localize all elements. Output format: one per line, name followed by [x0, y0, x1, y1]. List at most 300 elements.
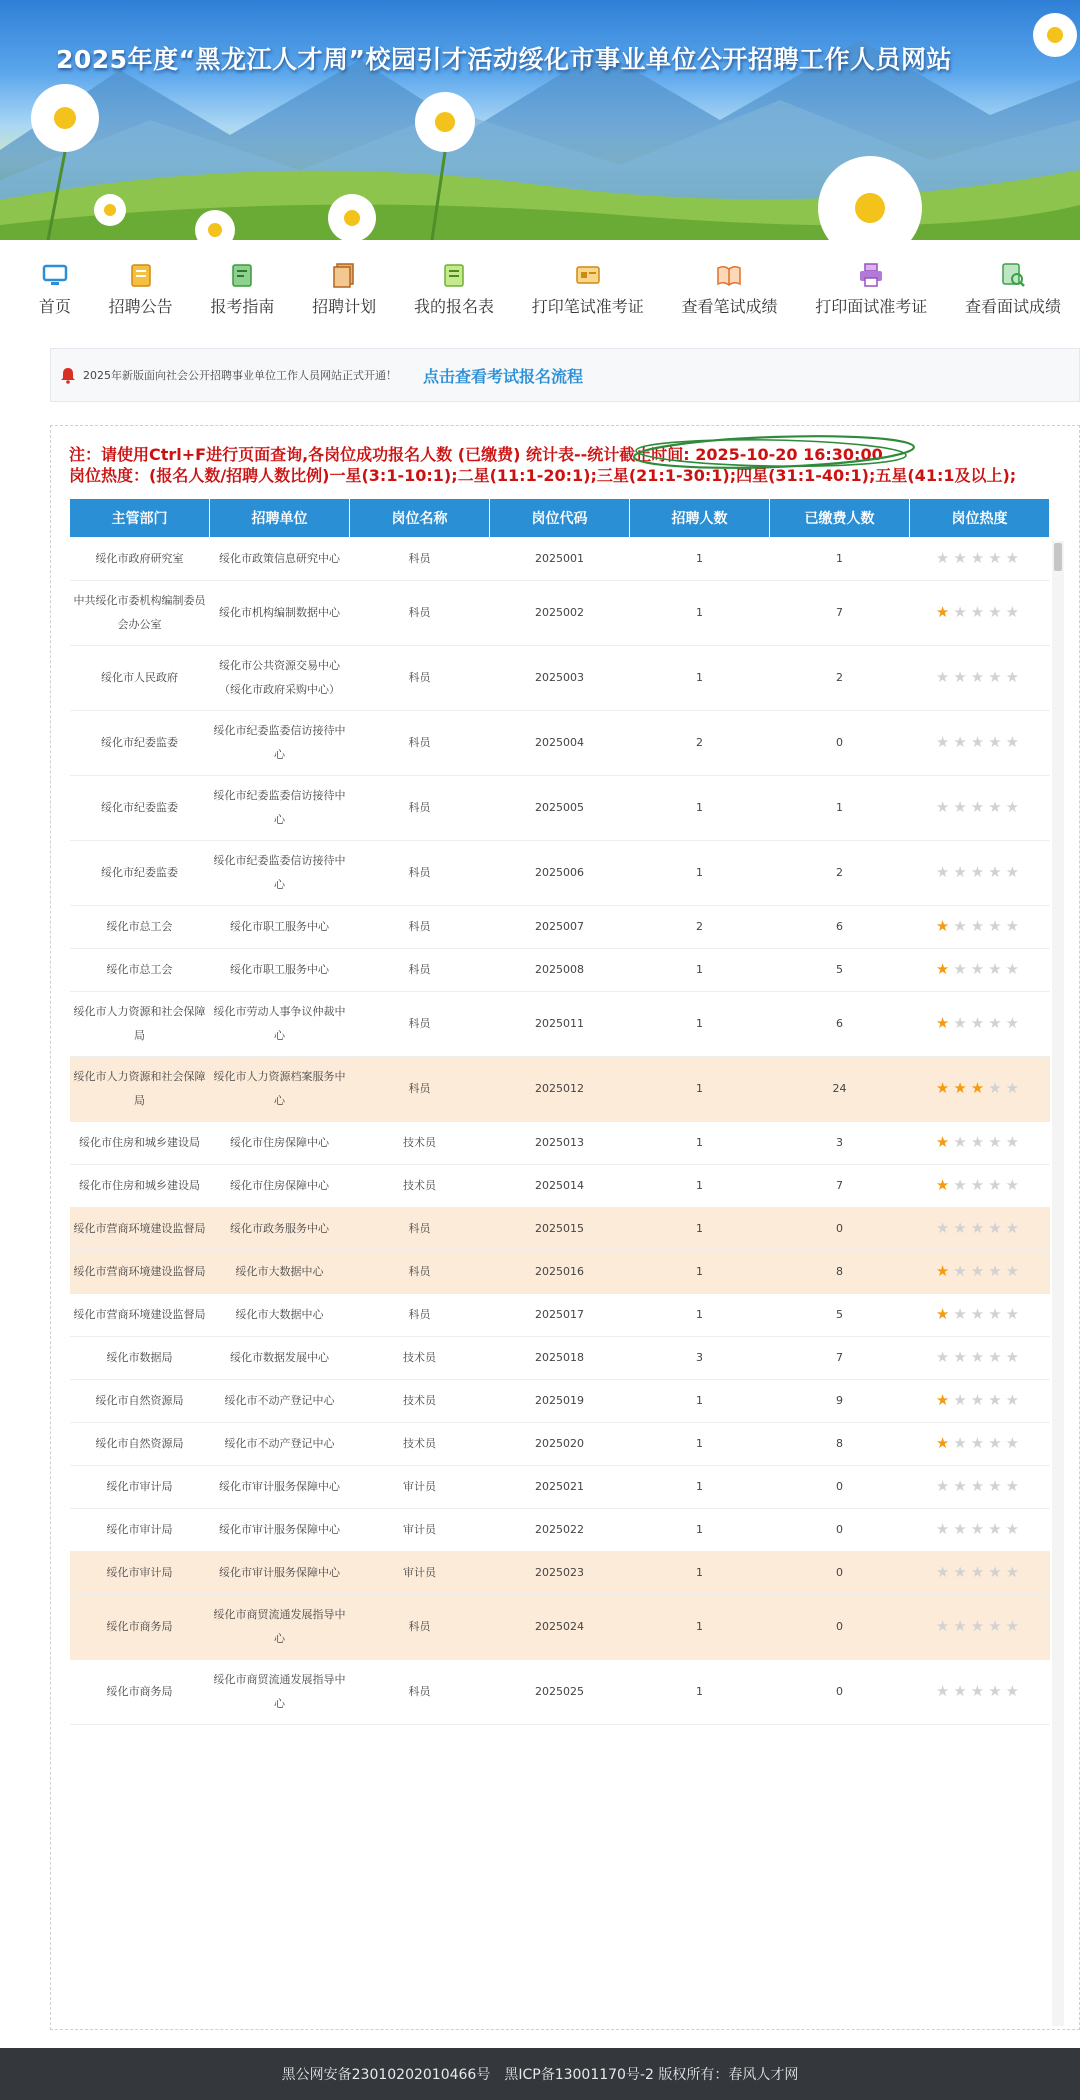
star-filled-icon: ★ [935, 1079, 954, 1097]
hire-count-cell: 1 [630, 581, 770, 646]
post-cell: 科员 [350, 906, 490, 949]
dept-cell: 绥化市总工会 [70, 949, 210, 992]
code-cell: 2025002 [490, 581, 630, 646]
post-cell: 科员 [350, 776, 490, 841]
hire-count-cell: 1 [630, 992, 770, 1057]
landscape-illustration [0, 0, 1080, 240]
star-empty-icon: ★ [988, 1133, 1006, 1151]
heat-rating-cell [910, 1595, 1050, 1660]
hire-count-cell: 1 [630, 1423, 770, 1466]
star-filled-icon: ★ [935, 1014, 954, 1032]
star-empty-icon: ★ [970, 1617, 989, 1635]
table-row [70, 992, 1050, 1057]
applicant-stats-table [69, 498, 1050, 1725]
table-row [70, 1208, 1050, 1251]
unit-cell: 绥化市不动产登记中心 [210, 1380, 350, 1423]
star-empty-icon: ★ [935, 798, 954, 816]
nav-item-home[interactable]: 首页 [39, 262, 71, 317]
star-empty-icon: ★ [988, 1434, 1006, 1452]
code-cell: 2025023 [490, 1552, 630, 1595]
star-empty-icon: ★ [935, 733, 954, 751]
nav-item-guide[interactable]: 报考指南 [210, 262, 274, 317]
column-header: 招聘人数 [630, 499, 770, 538]
table-body [70, 538, 1050, 1725]
heat-rating-cell [910, 1294, 1050, 1337]
column-header: 岗位名称 [350, 499, 490, 538]
unit-cell: 绥化市政务服务中心 [210, 1208, 350, 1251]
unit-cell: 绥化市纪委监委信访接待中心 [210, 711, 350, 776]
star-empty-icon: ★ [953, 1262, 971, 1280]
star-empty-icon: ★ [988, 1014, 1006, 1032]
star-empty-icon: ★ [988, 1682, 1006, 1700]
post-cell: 科员 [350, 646, 490, 711]
table-row [70, 1509, 1050, 1552]
unit-cell: 绥化市商贸流通发展指导中心 [210, 1595, 350, 1660]
post-cell: 科员 [350, 581, 490, 646]
star-rating [936, 1474, 1023, 1498]
table-row [70, 646, 1050, 711]
post-cell: 技术员 [350, 1165, 490, 1208]
column-header: 岗位代码 [490, 499, 630, 538]
star-empty-icon: ★ [988, 1617, 1006, 1635]
star-empty-icon: ★ [935, 668, 954, 686]
table-row [70, 711, 1050, 776]
star-filled-icon: ★ [953, 1079, 971, 1097]
dept-cell: 绥化市人力资源和社会保障局 [70, 992, 210, 1057]
scrollbar-thumb[interactable] [1054, 543, 1062, 571]
paid-count-cell: 0 [770, 1509, 910, 1552]
nav-item-print-interview-admission[interactable]: 打印面试准考证 [815, 262, 927, 317]
dept-cell: 绥化市审计局 [70, 1552, 210, 1595]
site-title: 2025年度“黑龙江人才周”校园引才活动绥化市事业单位公开招聘工作人员网站 [56, 45, 952, 74]
unit-cell: 绥化市审计服务保障中心 [210, 1509, 350, 1552]
dept-cell: 绥化市总工会 [70, 906, 210, 949]
paid-count-cell: 5 [770, 949, 910, 992]
heat-rating-cell [910, 711, 1050, 776]
star-empty-icon: ★ [1005, 1176, 1024, 1194]
heat-rating-cell [910, 906, 1050, 949]
unit-cell: 绥化市纪委监委信访接待中心 [210, 841, 350, 906]
code-cell: 2025001 [490, 538, 630, 581]
star-filled-icon: ★ [935, 1391, 954, 1409]
heat-rating-cell [910, 949, 1050, 992]
hire-count-cell: 1 [630, 1466, 770, 1509]
star-empty-icon: ★ [935, 549, 954, 567]
code-cell: 2025013 [490, 1122, 630, 1165]
star-empty-icon: ★ [1005, 668, 1024, 686]
paid-count-cell: 7 [770, 1337, 910, 1380]
heat-rating-cell [910, 1165, 1050, 1208]
dept-cell: 绥化市人力资源和社会保障局 [70, 1057, 210, 1122]
code-cell: 2025012 [490, 1057, 630, 1122]
table-row [70, 581, 1050, 646]
announcement-icon [128, 262, 154, 288]
star-rating [936, 1011, 1023, 1035]
paid-count-cell: 7 [770, 581, 910, 646]
star-empty-icon: ★ [953, 798, 971, 816]
daisy-flower-icon [94, 194, 126, 226]
star-empty-icon: ★ [953, 1176, 971, 1194]
unit-cell: 绥化市住房保障中心 [210, 1165, 350, 1208]
star-rating [936, 1388, 1023, 1412]
star-empty-icon: ★ [988, 1079, 1006, 1097]
star-empty-icon: ★ [953, 863, 971, 881]
star-empty-icon: ★ [970, 1520, 989, 1538]
unit-cell: 绥化市审计服务保障中心 [210, 1552, 350, 1595]
hire-count-cell: 1 [630, 1380, 770, 1423]
table-scrollbar[interactable] [1052, 541, 1064, 2026]
code-cell: 2025025 [490, 1660, 630, 1725]
heat-rating-cell [910, 646, 1050, 711]
admission-card-icon [575, 262, 601, 288]
code-cell: 2025024 [490, 1595, 630, 1660]
star-empty-icon: ★ [970, 1348, 989, 1366]
star-empty-icon: ★ [935, 1520, 954, 1538]
unit-cell: 绥化市公共资源交易中心（绥化市政府采购中心） [210, 646, 350, 711]
star-empty-icon: ★ [953, 1391, 971, 1409]
post-cell: 科员 [350, 1294, 490, 1337]
heat-legend-note: 岗位热度：(报名人数/招聘人数比例)一星(3:1-10:1);二星(11:1-20:1);三星(21:1-30:1);四星(31:1-40:1);五星(41:1及以上); [69, 466, 1017, 485]
star-empty-icon: ★ [970, 549, 989, 567]
star-empty-icon: ★ [1005, 960, 1024, 978]
code-cell: 2025015 [490, 1208, 630, 1251]
plan-icon [331, 262, 357, 288]
star-empty-icon: ★ [1005, 1682, 1024, 1700]
star-empty-icon: ★ [988, 603, 1006, 621]
nav-item-written-score[interactable]: 查看笔试成绩 [681, 262, 777, 317]
hire-count-cell: 1 [630, 1251, 770, 1294]
code-cell: 2025019 [490, 1380, 630, 1423]
star-empty-icon: ★ [1005, 1014, 1024, 1032]
star-empty-icon: ★ [1005, 1617, 1024, 1635]
star-empty-icon: ★ [953, 1348, 971, 1366]
star-empty-icon: ★ [953, 549, 971, 567]
code-cell: 2025020 [490, 1423, 630, 1466]
star-empty-icon: ★ [1005, 1305, 1024, 1323]
dept-cell: 绥化市纪委监委 [70, 776, 210, 841]
star-empty-icon: ★ [988, 1563, 1006, 1581]
star-empty-icon: ★ [953, 1014, 971, 1032]
star-rating [936, 730, 1023, 754]
footer-text: 黑公网安备23010202010466号 黑ICP备13001170号-2 版权所有：春风人才网 [281, 2067, 799, 2083]
bell-icon [59, 366, 77, 384]
heat-rating-cell [910, 1509, 1050, 1552]
star-rating [936, 1560, 1023, 1584]
hire-count-cell: 1 [630, 1165, 770, 1208]
paid-count-cell: 6 [770, 906, 910, 949]
book-icon [716, 262, 742, 288]
code-cell: 2025016 [490, 1251, 630, 1294]
star-empty-icon: ★ [988, 917, 1006, 935]
code-cell: 2025011 [490, 992, 630, 1057]
code-cell: 2025003 [490, 646, 630, 711]
paid-count-cell: 0 [770, 1208, 910, 1251]
search-tip-note: 注：请使用Ctrl+F进行页面查询,各岗位成功报名人数 (已缴费) 统计表--统计截止时间: 2025-10-20 16:30:00 [69, 445, 883, 464]
unit-cell: 绥化市大数据中心 [210, 1251, 350, 1294]
star-empty-icon: ★ [953, 1682, 971, 1700]
star-empty-icon: ★ [988, 1176, 1006, 1194]
star-rating [936, 914, 1023, 938]
star-empty-icon: ★ [1005, 917, 1024, 935]
code-cell: 2025006 [490, 841, 630, 906]
star-empty-icon: ★ [1005, 1391, 1024, 1409]
star-empty-icon: ★ [988, 863, 1006, 881]
star-filled-icon: ★ [935, 1262, 954, 1280]
column-header: 招聘单位 [210, 499, 350, 538]
star-empty-icon: ★ [970, 1219, 989, 1237]
star-rating [936, 1173, 1023, 1197]
site-footer [0, 2048, 1080, 2100]
dept-cell: 绥化市人民政府 [70, 646, 210, 711]
paid-count-cell: 1 [770, 776, 910, 841]
star-empty-icon: ★ [970, 917, 989, 935]
code-cell: 2025014 [490, 1165, 630, 1208]
search-doc-icon [1000, 262, 1026, 288]
unit-cell: 绥化市职工服务中心 [210, 906, 350, 949]
unit-cell: 绥化市政策信息研究中心 [210, 538, 350, 581]
dept-cell: 绥化市纪委监委 [70, 711, 210, 776]
hire-count-cell: 1 [630, 1552, 770, 1595]
star-empty-icon: ★ [935, 1682, 954, 1700]
star-empty-icon: ★ [1005, 1434, 1024, 1452]
star-empty-icon: ★ [953, 1434, 971, 1452]
unit-cell: 绥化市纪委监委信访接待中心 [210, 776, 350, 841]
star-rating [936, 1345, 1023, 1369]
paid-count-cell: 0 [770, 1466, 910, 1509]
dept-cell: 绥化市纪委监委 [70, 841, 210, 906]
paid-count-cell: 0 [770, 1552, 910, 1595]
star-empty-icon: ★ [988, 1391, 1006, 1409]
post-cell: 技术员 [350, 1380, 490, 1423]
unit-cell: 绥化市住房保障中心 [210, 1122, 350, 1165]
star-empty-icon: ★ [1005, 1219, 1024, 1237]
exam-process-link[interactable]: 点击查看考试报名流程 [423, 366, 584, 386]
star-filled-icon: ★ [935, 1305, 954, 1323]
post-cell: 科员 [350, 1660, 490, 1725]
star-filled-icon: ★ [935, 1133, 954, 1151]
paid-count-cell: 3 [770, 1122, 910, 1165]
star-rating [936, 546, 1023, 570]
star-empty-icon: ★ [970, 798, 989, 816]
table-row [70, 1660, 1050, 1725]
star-empty-icon: ★ [1005, 1563, 1024, 1581]
paid-count-cell: 1 [770, 538, 910, 581]
unit-cell: 绥化市人力资源档案服务中心 [210, 1057, 350, 1122]
table-row [70, 949, 1050, 992]
star-empty-icon: ★ [953, 1617, 971, 1635]
star-empty-icon: ★ [970, 1391, 989, 1409]
dept-cell: 绥化市政府研究室 [70, 538, 210, 581]
star-empty-icon: ★ [970, 733, 989, 751]
star-rating [936, 1259, 1023, 1283]
unit-cell: 绥化市数据发展中心 [210, 1337, 350, 1380]
star-rating [936, 1216, 1023, 1240]
heat-rating-cell [910, 1208, 1050, 1251]
dept-cell: 中共绥化市委机构编制委员会办公室 [70, 581, 210, 646]
star-empty-icon: ★ [970, 1133, 989, 1151]
main-nav [0, 240, 1080, 340]
post-cell: 科员 [350, 538, 490, 581]
star-rating [936, 957, 1023, 981]
unit-cell: 绥化市大数据中心 [210, 1294, 350, 1337]
star-empty-icon: ★ [1005, 1262, 1024, 1280]
hire-count-cell: 1 [630, 1595, 770, 1660]
star-empty-icon: ★ [935, 1219, 954, 1237]
dept-cell: 绥化市营商环境建设监督局 [70, 1251, 210, 1294]
notice-text: 2025年新版面向社会公开招聘事业单位工作人员网站正式开通！ [83, 369, 397, 382]
code-cell: 2025021 [490, 1466, 630, 1509]
star-empty-icon: ★ [970, 1176, 989, 1194]
post-cell: 科员 [350, 1057, 490, 1122]
table-row [70, 1251, 1050, 1294]
heat-rating-cell [910, 1251, 1050, 1294]
star-empty-icon: ★ [970, 1014, 989, 1032]
paid-count-cell: 9 [770, 1380, 910, 1423]
table-row [70, 1337, 1050, 1380]
dept-cell: 绥化市营商环境建设监督局 [70, 1294, 210, 1337]
hire-count-cell: 3 [630, 1337, 770, 1380]
star-empty-icon: ★ [1005, 1520, 1024, 1538]
paid-count-cell: 2 [770, 646, 910, 711]
daisy-flower-icon [1033, 13, 1077, 57]
dept-cell: 绥化市数据局 [70, 1337, 210, 1380]
star-rating [936, 1679, 1023, 1703]
hire-count-cell: 1 [630, 1122, 770, 1165]
heat-rating-cell [910, 1122, 1050, 1165]
post-cell: 审计员 [350, 1509, 490, 1552]
header-banner [0, 0, 1080, 240]
hire-count-cell: 1 [630, 776, 770, 841]
star-rating [936, 1431, 1023, 1455]
post-cell: 审计员 [350, 1466, 490, 1509]
nav-item-announcement[interactable]: 招聘公告 [109, 262, 173, 317]
star-filled-icon: ★ [970, 1079, 989, 1097]
hire-count-cell: 1 [630, 646, 770, 711]
star-empty-icon: ★ [953, 1563, 971, 1581]
code-cell: 2025007 [490, 906, 630, 949]
star-empty-icon: ★ [1005, 1133, 1024, 1151]
star-empty-icon: ★ [953, 603, 971, 621]
post-cell: 技术员 [350, 1337, 490, 1380]
hire-count-cell: 1 [630, 1208, 770, 1251]
star-filled-icon: ★ [935, 917, 954, 935]
table-row [70, 1466, 1050, 1509]
table-row [70, 1595, 1050, 1660]
post-cell: 科员 [350, 711, 490, 776]
nav-item-interview-score[interactable]: 查看面试成绩 [965, 262, 1061, 317]
nav-item-my-form[interactable]: 我的报名表 [414, 262, 494, 317]
dept-cell: 绥化市营商环境建设监督局 [70, 1208, 210, 1251]
table-row [70, 1423, 1050, 1466]
post-cell: 科员 [350, 841, 490, 906]
heat-rating-cell [910, 1660, 1050, 1725]
heat-rating-cell [910, 841, 1050, 906]
table-row [70, 776, 1050, 841]
printer-icon [858, 262, 884, 288]
star-empty-icon: ★ [1005, 863, 1024, 881]
post-cell: 科员 [350, 1595, 490, 1660]
star-empty-icon: ★ [1005, 1348, 1024, 1366]
nav-item-plan[interactable]: 招聘计划 [312, 262, 376, 317]
hire-count-cell: 1 [630, 1294, 770, 1337]
heat-rating-cell [910, 538, 1050, 581]
table-row [70, 538, 1050, 581]
star-empty-icon: ★ [935, 1617, 954, 1635]
paid-count-cell: 8 [770, 1423, 910, 1466]
star-empty-icon: ★ [970, 1434, 989, 1452]
star-empty-icon: ★ [1005, 1079, 1024, 1097]
star-empty-icon: ★ [1005, 733, 1024, 751]
star-empty-icon: ★ [970, 1477, 989, 1495]
column-header: 主管部门 [70, 499, 210, 538]
table-row [70, 1380, 1050, 1423]
hire-count-cell: 1 [630, 949, 770, 992]
paid-count-cell: 0 [770, 1595, 910, 1660]
star-empty-icon: ★ [970, 1305, 989, 1323]
form-icon [441, 262, 467, 288]
unit-cell: 绥化市职工服务中心 [210, 949, 350, 992]
star-rating [936, 795, 1023, 819]
star-empty-icon: ★ [970, 1563, 989, 1581]
paid-count-cell: 0 [770, 1660, 910, 1725]
heat-rating-cell [910, 992, 1050, 1057]
table-header-row [70, 499, 1050, 538]
post-cell: 审计员 [350, 1552, 490, 1595]
unit-cell: 绥化市不动产登记中心 [210, 1423, 350, 1466]
star-filled-icon: ★ [935, 603, 954, 621]
heat-rating-cell [910, 1552, 1050, 1595]
star-empty-icon: ★ [953, 733, 971, 751]
paid-count-cell: 6 [770, 992, 910, 1057]
heat-rating-cell [910, 1057, 1050, 1122]
post-cell: 科员 [350, 949, 490, 992]
heat-rating-cell [910, 1466, 1050, 1509]
paid-count-cell: 24 [770, 1057, 910, 1122]
dept-cell: 绥化市自然资源局 [70, 1380, 210, 1423]
star-filled-icon: ★ [935, 1176, 954, 1194]
hire-count-cell: 2 [630, 711, 770, 776]
star-empty-icon: ★ [988, 1219, 1006, 1237]
star-rating [936, 1517, 1023, 1541]
star-empty-icon: ★ [970, 863, 989, 881]
paid-count-cell: 8 [770, 1251, 910, 1294]
star-empty-icon: ★ [1005, 798, 1024, 816]
star-empty-icon: ★ [988, 668, 1006, 686]
dept-cell: 绥化市住房和城乡建设局 [70, 1165, 210, 1208]
nav-item-print-written-admission[interactable]: 打印笔试准考证 [532, 262, 644, 317]
star-empty-icon: ★ [1005, 549, 1024, 567]
star-filled-icon: ★ [935, 1434, 954, 1452]
star-empty-icon: ★ [953, 668, 971, 686]
guide-icon [229, 262, 255, 288]
dept-cell: 绥化市审计局 [70, 1466, 210, 1509]
table-row [70, 1057, 1050, 1122]
table-row [70, 1122, 1050, 1165]
heat-rating-cell [910, 776, 1050, 841]
star-rating [936, 1614, 1023, 1638]
star-empty-icon: ★ [953, 1219, 971, 1237]
star-rating [936, 600, 1023, 624]
paid-count-cell: 7 [770, 1165, 910, 1208]
star-empty-icon: ★ [988, 1262, 1006, 1280]
star-empty-icon: ★ [970, 960, 989, 978]
hire-count-cell: 1 [630, 841, 770, 906]
post-cell: 技术员 [350, 1423, 490, 1466]
star-rating [936, 1302, 1023, 1326]
heat-rating-cell [910, 1337, 1050, 1380]
star-empty-icon: ★ [953, 1477, 971, 1495]
star-empty-icon: ★ [988, 1348, 1006, 1366]
